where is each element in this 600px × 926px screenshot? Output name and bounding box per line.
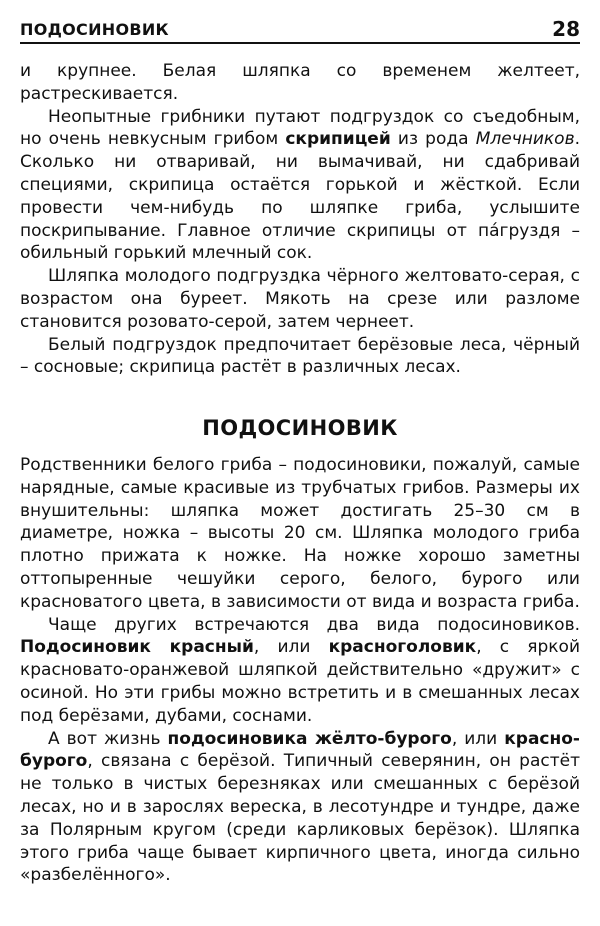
text-span: , с яркой красновато-оранжевой шляпкой действительно «дружит» с осиной. Но эти грибы можно встретить и в смешанных лесах под берёзами, дубами, соснами. bbox=[20, 637, 580, 726]
term-red-boletus: Подосиновик красный bbox=[20, 637, 254, 658]
running-title: ПОДОСИНОВИК bbox=[20, 20, 169, 39]
text-span: . Сколько ни отваривай, ни вымачивай, ни сдабривай специями, скрипица остаётся горькой и жёсткой. Если провести чем-нибудь по шляпке гриба, услышите поскрипывание. Главное отличие скрипицы от пáгруздя – обильный горький млечный сок. bbox=[20, 129, 580, 264]
text-span: Чаще других встречаются два вида подосиновиков. bbox=[48, 614, 580, 635]
paragraph-intro: Родственники белого гриба – подосиновики, пожалуй, самые нарядные, самые красивые из трубчатых грибов. Размеры их внушительны: шляпка может достигать 25–30 см в диаметре, ножка – высоты 20 см. Шляпка молодого гриба плотно прижата к ножке. На ножке хорошо заметны оттопыренные чешуйки серого, белого, бурого или красноватого цвета, в зависимости от вида и возраста гриба. bbox=[20, 454, 580, 612]
paragraph-cap-description: Шляпка молодого подгруздка чёрного желтовато-серая, с возрастом она буреет. Мякоть на срезе или разломе становится розовато-серой, затем чернеет. bbox=[20, 266, 580, 332]
text-span: из рода bbox=[390, 129, 476, 150]
text-span: , связана с берёзой. Типичный северянин, он растёт не только в чистых березняках или смешанных с берёзой лесах, но и в зарослях вереска, в лесотундре и тундре, даже за Полярным кругом (среди карликовых берёзок). Шляпка этого гриба чаще бывает кирпичного цвета, иногда сильно «разбелённого». bbox=[20, 751, 580, 886]
section-heading: ПОДОСИНОВИК bbox=[202, 416, 398, 441]
term-skripitsa: скрипицей bbox=[285, 129, 391, 150]
page-number: 28 bbox=[552, 17, 580, 41]
paragraph-yellow-brown-boletus bbox=[20, 728, 580, 888]
term-genus: Млечников bbox=[475, 129, 575, 150]
text-span: А вот жизнь bbox=[48, 728, 168, 749]
paragraph-red-boletus bbox=[20, 614, 580, 728]
term-yellow-brown-boletus: подосиновика жёлто-бурого bbox=[167, 728, 452, 749]
paragraph-skripitsa bbox=[20, 106, 580, 266]
term-red-brown: красно-бурого bbox=[20, 728, 580, 772]
term-redhead: красноголовик bbox=[328, 637, 477, 658]
page-content bbox=[20, 60, 580, 887]
text-span: Неопытные грибники путают подгруздок со съедобным, но очень невкусным грибом bbox=[20, 106, 580, 150]
page-header bbox=[20, 16, 580, 44]
paragraph-habitat: Белый подгруздок предпочитает берёзовые леса, чёрный – сосновые; скрипица растёт в различных лесах. bbox=[20, 334, 580, 378]
text-span: , или bbox=[451, 728, 505, 749]
text-span: , или bbox=[253, 637, 329, 658]
header-rule bbox=[20, 42, 580, 44]
paragraph-continuation: и крупнее. Белая шляпка со временем желтеет, растрескивается. bbox=[20, 61, 580, 104]
